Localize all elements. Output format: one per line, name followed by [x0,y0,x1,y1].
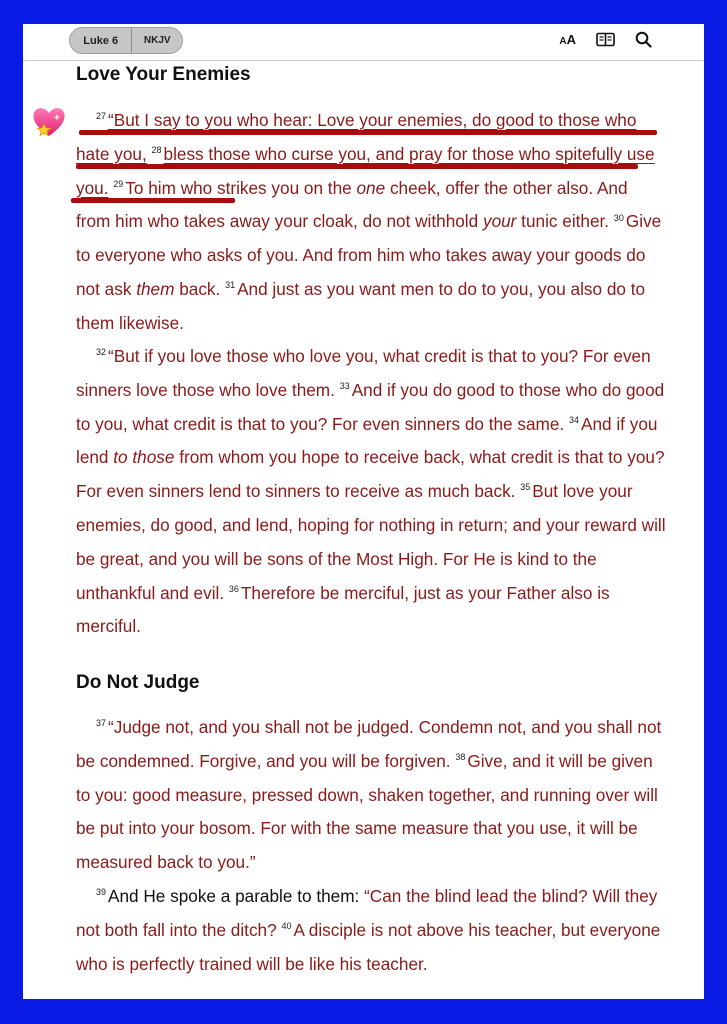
highlight-line [71,198,235,203]
verse-number[interactable]: 31 [225,280,236,291]
verse-number[interactable]: 35 [520,482,531,493]
verse-block [76,711,666,880]
verse-text[interactable]: “But if you love those who love you, what credit is that to you? For even sinners love those who love them. [76,346,651,400]
verse-text[interactable]: “Judge not, and you shall not be judged. Condemn not, and you shall not be condemned. Forgive, and you will be forgiven. [76,717,662,771]
verse-text[interactable]: And just as you want men to do to you, you also do to them likewise. [76,278,646,333]
verse-italic: your [482,211,517,232]
sparkling-heart-icon[interactable] [31,104,67,140]
verse-block [76,880,666,981]
verse-text[interactable]: “But I say to you who hear: Love your enemies, do good to those who hate you, [76,110,637,164]
book-chapter-button[interactable]: Luke 6 [83,34,119,47]
verse-block [76,104,666,341]
search-icon[interactable] [635,31,652,48]
verse-number[interactable]: 28 [151,145,162,156]
verse-text[interactable]: “Can the blind lead the blind? Will they not both fall into the ditch? [76,886,658,940]
version-button[interactable]: NKJV [143,35,171,46]
reader-page[interactable] [23,24,704,999]
passage-selector[interactable] [69,27,183,54]
book-icon[interactable] [596,32,615,47]
section-heading: Do Not Judge [76,672,200,693]
verse-text[interactable]: bless those who curse you, and pray for those who spitefully use you. [76,143,655,198]
verse-italic: them [136,278,175,299]
verse-text[interactable]: But love your enemies, do good, and lend, hoping for nothing in return; and your reward will be great, and you will be sons of the Most High. For He is kind to the unthankful and evil. [76,481,666,603]
verse-number[interactable]: 27 [96,111,107,122]
section-heading: Love Your Enemies [76,64,251,85]
verse-text[interactable]: To him who strikes you on the [125,177,357,198]
verse-text[interactable]: Therefore be merciful, just as your Father also is merciful. [76,582,610,637]
verse-text[interactable]: A disciple is not above his teacher, but everyone who is perfectly trained will be like his teacher. [76,919,661,974]
verse-italic: one [356,177,386,198]
verse-text[interactable]: tunic either. [516,211,610,232]
verse-number[interactable]: 29 [113,178,124,189]
verse-block [76,340,666,644]
verse-number[interactable]: 34 [568,414,579,425]
verse-text[interactable]: Give to everyone who asks of you. And from him who takes away your goods do not ask [76,211,662,299]
verse-number[interactable]: 36 [228,583,239,594]
highlight-line [79,130,657,135]
verse-number[interactable]: 39 [96,887,107,898]
verse-text[interactable]: And if you lend [76,413,658,468]
narration-text[interactable]: And He spoke a parable to them: [108,886,365,906]
verse-number[interactable]: 40 [281,921,292,932]
reader-toolbar [23,24,704,61]
highlight-line [76,164,638,169]
verse-text[interactable]: cheek, offer the other also. And from him who takes away your cloak, do not withhold [76,177,628,232]
verse-text[interactable]: back. [174,278,221,299]
verse-number[interactable]: 32 [96,347,107,358]
verse-text[interactable]: Give, and it will be given to you: good measure, pressed down, shaken together, and running over will be put into your bosom. For with the same measure that you use, it will be measured back to you.” [76,750,658,873]
verse-text[interactable]: And if you do good to those who do good to you, what credit is that to you? For even sinners do the same. [76,379,665,434]
verse-number[interactable]: 33 [339,381,350,392]
verse-text[interactable]: from whom you hope to receive back, what credit is that to you? For even sinners lend to sinners to receive as much back. [76,447,665,502]
verse-number[interactable]: 38 [455,752,466,763]
verse-number[interactable]: 37 [96,718,107,729]
text-size-icon[interactable]: AA [559,32,576,47]
verse-italic: to those [113,447,175,468]
verse-number[interactable]: 30 [613,212,624,223]
